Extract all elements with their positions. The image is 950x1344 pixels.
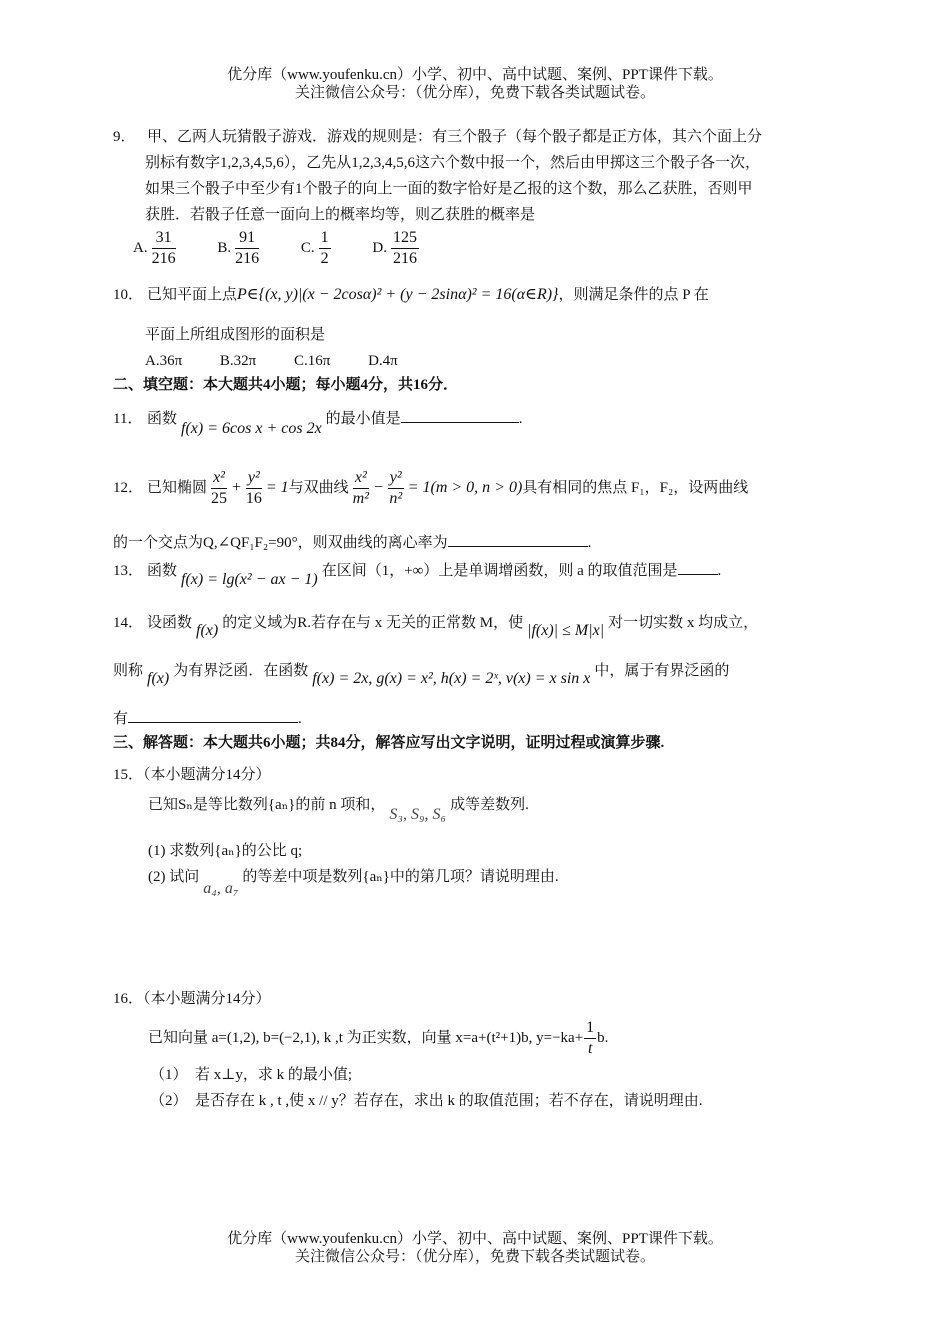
q9-option-b: B. $\frac{91}{216}$ (217, 229, 260, 268)
q12-line-2: 的一个交点为Q,∠QF₁F₂=90°，则双曲线的离心率为 (113, 535, 448, 551)
q15-part-2-post: 的等差中项是数列{aₙ}中的第几项？请说明理由. (242, 869, 559, 885)
q9-line-1: 甲、乙两人玩猜骰子游戏．游戏的规则是：有三个骰子（每个骰子都是正方体，其六个面上分 (147, 129, 763, 145)
q15-s-terms: S₃, S₉, S₆ (389, 806, 447, 823)
q12-hyperbola-eq: = 1(m > 0, n > 0) (407, 479, 523, 496)
question-16 (113, 986, 843, 1012)
q12-ellipse-term-1: $\frac{\text{x²}}{25}$ (211, 469, 228, 508)
q15-statement (148, 792, 878, 823)
q12-hyperbola-term-1: $\frac{\text{x²}}{\text{m²}}$ (352, 469, 369, 508)
q13-number: 13． (113, 563, 144, 579)
q12-hyperbola-term-2: $\frac{\text{y²}}{\text{n²}}$ (389, 469, 403, 508)
q9-number: 9． (113, 129, 136, 145)
q13-text-post: 在区间（1，+∞）上是单调增函数，则 a 的取值范围是 (321, 563, 678, 579)
q14-answer-blank[interactable] (128, 707, 298, 723)
q15-a-terms: a₄, a₇ (203, 880, 239, 897)
q16-part-2: （2） 是否存在 k , t ,使 x // y？若存在，求出 k 的取值范围；若不存在，请说明理由. (150, 1093, 703, 1109)
question-14 (113, 610, 843, 639)
q14-line-2-block (113, 658, 843, 687)
question-12: 12． 已知椭圆 $\frac{\text{x²}}{25}$ + $\frac{\text{y²}}{16}$ = 1与双曲线 $\frac{\text{x²}}{\text{m²}}$ − $\frac{\text{y²}}{\text{n²}}$ = 1(m > 0, n > 0)具有相同的焦点 F₁，F₂，设两曲线 (113, 466, 843, 510)
footer (0, 1230, 950, 1266)
q15-text-post: 成等差数列. (450, 797, 529, 813)
q10-options (145, 348, 875, 374)
q16-statement (148, 1016, 878, 1060)
q14-text-pre: 设函数 (147, 615, 193, 631)
q11-period: . (518, 411, 523, 427)
q9-option-d: D. $\frac{125}{216}$ (372, 229, 417, 268)
q11-text-pre: 函数 (147, 411, 178, 427)
header (0, 66, 950, 102)
q16-text-pre: 已知向量 a=(1,2), b=(−2,1), k ,t 为正实数，向量 x=a+(t²+1)b, y=−ka+ (148, 1030, 584, 1046)
q12-text-post: 具有相同的焦点 F₁，F₂，设两曲线 (522, 480, 749, 496)
question-13 (113, 558, 843, 588)
header-line-1: 优分库（www.youfenku.cn）小学、初中、高中试题、案例、PPT课件下载。 (227, 67, 723, 83)
q15-text-pre: 已知Sₙ是等比数列{aₙ}的前 n 项和， (148, 797, 386, 813)
q9-line-2: 别标有数字1,2,3,4,5,6），乙先从1,2,3,4,5,6这六个数中报一个，然后由甲掷这三个骰子各一次， (145, 155, 761, 171)
q12-line-2-block (113, 530, 843, 556)
q14-function-list: f(x) = 2x, g(x) = x², h(x) = 2ˣ, v(x) = x sin x (312, 670, 591, 687)
question-10 (113, 282, 843, 308)
q10-option-d: D.4π (368, 353, 398, 369)
q12-period: . (587, 535, 592, 551)
q16-fraction: $\frac{1}{t}$ (586, 1019, 595, 1058)
q13-expression: f(x) = lg(x² − ax − 1) (181, 571, 318, 588)
q10-option-a: A.36π (145, 353, 183, 369)
q12-answer-blank[interactable] (448, 531, 588, 547)
footer-line-2: 关注微信公众号：（优分库），免费下载各类试题试卷。 (294, 1249, 655, 1265)
q10-option-b: B.32π (219, 353, 257, 369)
q14-inequality: |f(x)| ≤ M|x| (527, 622, 605, 639)
header-line-2: 关注微信公众号：（优分库），免费下载各类试题试卷。 (294, 85, 655, 101)
q10-line-2: 平面上所组成图形的面积是 (145, 327, 326, 343)
q10-line-2-block (113, 322, 843, 348)
q15-heading: 15．（本小题满分14分） (113, 767, 271, 783)
q13-text-pre: 函数 (147, 563, 178, 579)
q12-ellipse-term-2: $\frac{\text{y²}}{16}$ (245, 469, 262, 508)
q16-text-post: b. (597, 1030, 609, 1046)
q11-number: 11． (113, 411, 143, 427)
q10-text-post: ，则满足条件的点 P 在 (558, 287, 709, 303)
section-3-heading: 三、解答题：本大题共6小题；共84分，解答应写出文字说明，证明过程或演算步骤. (113, 735, 665, 751)
q10-number: 10． (113, 287, 144, 303)
q14-line-3-block (113, 706, 843, 732)
q14-number: 14． (113, 615, 144, 631)
q9-option-c: C. $\frac{1}{2}$ (300, 229, 329, 268)
q15-part-2 (148, 864, 878, 897)
q14-text-post: 对一切实数 x 均成立， (608, 615, 759, 631)
q10-option-c: C.16π (293, 353, 331, 369)
q14-text-mid: 的定义域为R.若存在与 x 无关的正常数 M，使 (222, 615, 524, 631)
section-2-heading: 二、填空题：本大题共4小题；每小题4分，共16分． (113, 377, 459, 393)
q13-period: . (717, 563, 722, 579)
q12-text-mid: 与双曲线 (288, 480, 349, 496)
q16-heading: 16．（本小题满分14分） (113, 991, 271, 1007)
q14-line-3: 有 (113, 711, 129, 727)
q11-expression: f(x) = 6cos x + cos 2x (181, 420, 322, 437)
question-9 (113, 124, 843, 228)
q16-part-1: （1） 若 x⊥y，求 k 的最小值; (150, 1067, 353, 1083)
q10-set-expression: P∈{(x, y)|(x − 2cosα)² + (y − 2sinα)² = 16(α∈R)} (237, 286, 559, 303)
q14-line-2-post: 中，属于有界泛函的 (594, 663, 730, 679)
q14-fx: f(x) (196, 622, 219, 639)
q14-period: . (298, 711, 302, 727)
question-11 (113, 406, 843, 437)
q12-number: 12． (113, 480, 144, 496)
q10-text-pre: 已知平面上点 (147, 287, 238, 303)
q9-line-4: 获胜．若骰子任意一面向上的概率均等，则乙获胜的概率是 (145, 207, 536, 223)
q13-answer-blank[interactable] (678, 559, 718, 575)
q15-part-2-pre: (2) 试问 (148, 869, 200, 885)
q9-option-a: A. $\frac{31}{216}$ (133, 229, 176, 268)
q14-fx-2: f(x) (147, 670, 170, 687)
q11-text-post: 的最小值是 (325, 411, 401, 427)
q9-line-3: 如果三个骰子中至少有1个骰子的向上一面的数字恰好是乙报的这个数，那么乙获胜，否则甲 (145, 181, 753, 197)
footer-line-1: 优分库（www.youfenku.cn）小学、初中、高中试题、案例、PPT课件下载。 (227, 1231, 723, 1247)
q11-answer-blank[interactable] (401, 407, 519, 423)
question-15 (113, 762, 843, 788)
q12-ellipse-eq: = 1 (265, 479, 289, 496)
q12-text-pre: 已知椭圆 (147, 480, 208, 496)
q14-line-2-pre: 则称 (113, 663, 144, 679)
q14-line-2-mid: 为有界泛函．在函数 (173, 663, 309, 679)
q15-part-1: (1) 求数列{aₙ}的公比 q; (148, 843, 303, 859)
q9-options (133, 226, 863, 270)
